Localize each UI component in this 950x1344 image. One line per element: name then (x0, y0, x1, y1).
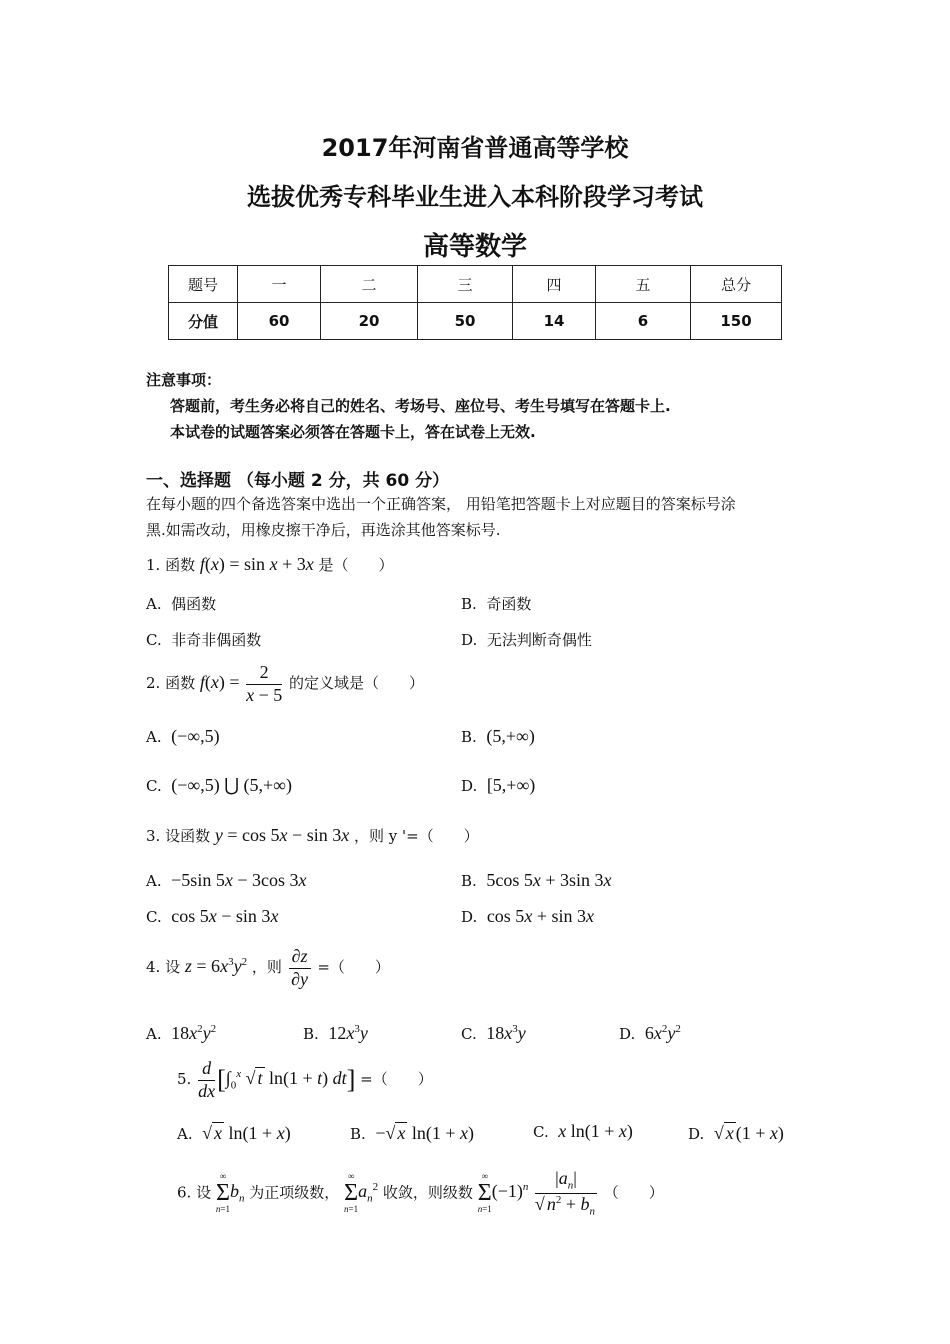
q2-formula: f(x) = $\frac{2}{x - 5}$ (199, 662, 283, 705)
score-table-values-row (169, 303, 782, 340)
score-table-value: 50 (418, 303, 513, 340)
q2-option-b[interactable]: B. (5,+∞) (461, 726, 535, 746)
q1-option-c[interactable]: C. 非奇非偶函数 (146, 631, 262, 649)
q2-option-a[interactable]: A. (−∞,5) (146, 726, 220, 746)
score-table-value: 60 (238, 303, 321, 340)
score-table-part: 二 (321, 266, 418, 303)
question-5: 5. $\frac{d}{dx}$ [$\int_0^x$ √ t ln(1 + t) dt] =（ ） (177, 1058, 433, 1101)
score-table-value: 20 (321, 303, 418, 340)
score-table-row-label: 分值 (169, 303, 238, 340)
notice-line: 本试卷的试题答案必须答在答题卡上，答在试卷上无效. (170, 423, 536, 441)
q3-option-a[interactable]: A. −5sin 5x − 3cos 3x (146, 870, 307, 890)
exam-subject: 高等数学 (422, 232, 527, 262)
notice-title: 注意事项： (146, 371, 222, 389)
question-6: 6. 设 ∞ Σ n=1 $b_n$ 为正项级数， ∞ Σ n=1 $a_n^2$ 收敛，则级数 ∞ Σ n=1 $(-1)^n$ $\frac{|a_n|}{√ n^2 + b_n}$ （ ） (177, 1168, 664, 1218)
q4-option-b[interactable]: B. $12x^3y$ (303, 1023, 368, 1043)
q5-option-c[interactable]: C. x ln(1 + x) (533, 1121, 633, 1141)
score-table-part: 三 (418, 266, 513, 303)
section-instructions: 黑.如需改动，用橡皮擦干净后，再选涂其他答案标号. (146, 521, 501, 539)
q4-formula: $z = 6x^3y^2$ (184, 956, 248, 977)
q4-option-c[interactable]: C. $18x^3y$ (461, 1023, 526, 1043)
score-table-part: 一 (238, 266, 321, 303)
score-table-value: 14 (513, 303, 596, 340)
question-2: 2. 函数 f(x) = $\frac{2}{x - 5}$ 的定义域是（ ） (146, 662, 425, 705)
q1-option-a[interactable]: A. 偶函数 (146, 595, 217, 613)
q3-formula: y = cos 5x − sin 3x (214, 825, 350, 845)
q1-option-b[interactable]: B. 奇函数 (461, 595, 532, 613)
section-title: 一、选择题 （每小题 2 分，共 60 分） (146, 471, 450, 491)
q1-formula: f(x) = sin x + 3x (199, 554, 314, 574)
exam-title-line2: 选拔优秀专科毕业生进入本科阶段学习考试 (247, 183, 703, 211)
question-1: 1. 函数 f(x) = sin x + 3x 是（ ） (146, 554, 394, 574)
question-4: 4. 设 $z = 6x^3y^2$ ，则 $\frac{\partial z}{\partial y}$ =（ ） (146, 946, 390, 989)
score-table-part: 四 (513, 266, 596, 303)
notice-line: 答题前，考生务必将自己的姓名、考场号、座位号、考生号填写在答题卡上. (170, 397, 671, 415)
q4-option-a[interactable]: A. $18x^2y^2$ (146, 1023, 217, 1043)
score-table-row-label: 题号 (169, 266, 238, 303)
q5-option-d[interactable]: D. √ x (1 + x) (688, 1123, 784, 1143)
score-table-part: 五 (596, 266, 691, 303)
q5-option-b[interactable]: B. −√ x ln(1 + x) (350, 1123, 475, 1143)
exam-title-line1: 2017年河南省普通高等学校 (321, 134, 629, 162)
score-table-value: 150 (691, 303, 782, 340)
q4-option-d[interactable]: D. $6x^2y^2$ (619, 1023, 681, 1043)
question-3: 3. 设函数 y = cos 5x − sin 3x ，则 y '=（ ） (146, 825, 479, 845)
q5-option-a[interactable]: A. √ x ln(1 + x) (177, 1123, 291, 1143)
q2-option-c[interactable]: C. (−∞,5) ⋃ (5,+∞) (146, 775, 292, 795)
q1-option-d[interactable]: D. 无法判断奇偶性 (461, 631, 592, 649)
section-instructions: 在每小题的四个备选答案中选出一个正确答案， 用铅笔把答题卡上对应题目的答案标号涂 (146, 495, 736, 513)
q3-option-d[interactable]: D. cos 5x + sin 3x (461, 906, 594, 926)
q2-option-d[interactable]: D. [5,+∞) (461, 775, 536, 795)
score-table-header-row (169, 266, 782, 303)
score-table-part: 总分 (691, 266, 782, 303)
score-table (168, 265, 782, 340)
q5-formula: $\frac{d}{dx}$ [$\int_0^x$ √ t ln(1 + t) dt] (198, 1058, 356, 1101)
score-table-value: 6 (596, 303, 691, 340)
q3-option-b[interactable]: B. 5cos 5x + 3sin 3x (461, 870, 612, 890)
q3-option-c[interactable]: C. cos 5x − sin 3x (146, 906, 279, 926)
